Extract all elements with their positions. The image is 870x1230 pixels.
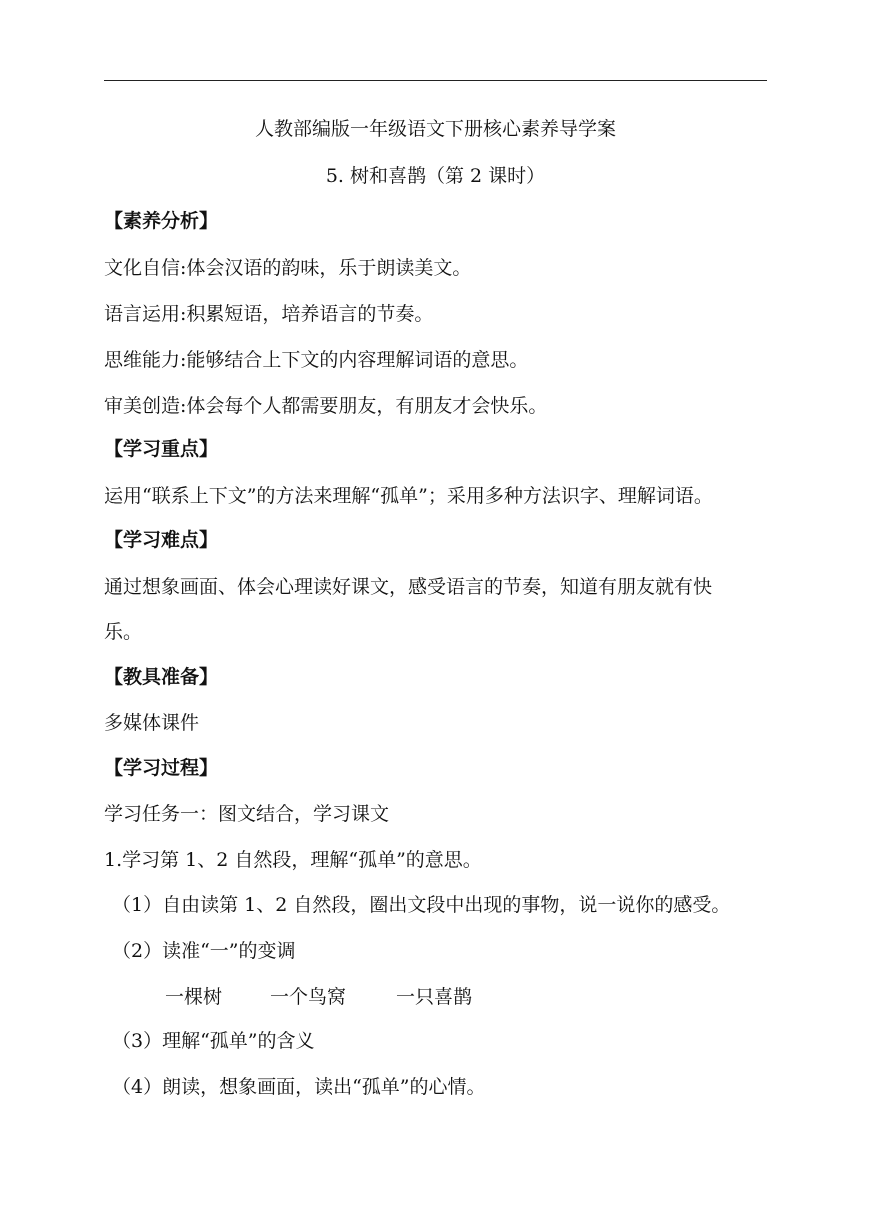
sub-step: （3）理解“孤单”的含义 [112, 1030, 315, 1052]
literacy-item: 审美创造:体会每个人都需要朋友，有朋友才会快乐。 [104, 395, 548, 417]
literacy-item: 语言运用:积累短语，培养语言的节奏。 [104, 303, 434, 325]
sub-step: （4）朗读，想象画面，读出“孤单”的心情。 [112, 1076, 486, 1098]
difficulties-text-line1: 通过想象画面、体会心理读好课文，感受语言的节奏，知道有朋友就有快 [104, 576, 713, 598]
word-item: 一只喜鹊 [396, 986, 473, 1008]
tone-change-words [165, 985, 472, 1009]
materials-heading: 【教具准备】 [104, 666, 219, 688]
header-rule [104, 80, 767, 81]
difficulties-text-line2: 乐。 [104, 621, 143, 643]
sub-step: （2）读准“一”的变调 [112, 940, 296, 962]
sub-step: （1）自由读第 1、2 自然段，圈出文段中出现的事物，说一说你的感受。 [112, 894, 731, 916]
process-heading: 【学习过程】 [104, 757, 219, 779]
task-title: 学习任务一：图文结合，学习课文 [104, 803, 390, 825]
literacy-item: 文化自信:体会汉语的韵味，乐于朗读美文。 [104, 257, 472, 279]
difficulties-heading: 【学习难点】 [104, 529, 219, 551]
materials-text: 多媒体课件 [104, 712, 200, 734]
literacy-heading: 【素养分析】 [104, 210, 219, 232]
key-points-text: 运用“联系上下文”的方法来理解“孤单”；采用多种方法识字、理解词语。 [104, 485, 713, 507]
word-item: 一棵树 [165, 986, 223, 1008]
document-title: 人教部编版一年级语文下册核心素养导学案 [254, 118, 616, 140]
literacy-item: 思维能力:能够结合上下文的内容理解词语的意思。 [104, 349, 529, 371]
step-title: 1.学习第 1、2 自然段，理解“孤单”的意思。 [104, 849, 482, 871]
lesson-subtitle: 5. 树和喜鹊（第 2 课时） [325, 165, 546, 187]
key-points-heading: 【学习重点】 [104, 438, 219, 460]
word-item: 一个鸟窝 [270, 986, 347, 1008]
